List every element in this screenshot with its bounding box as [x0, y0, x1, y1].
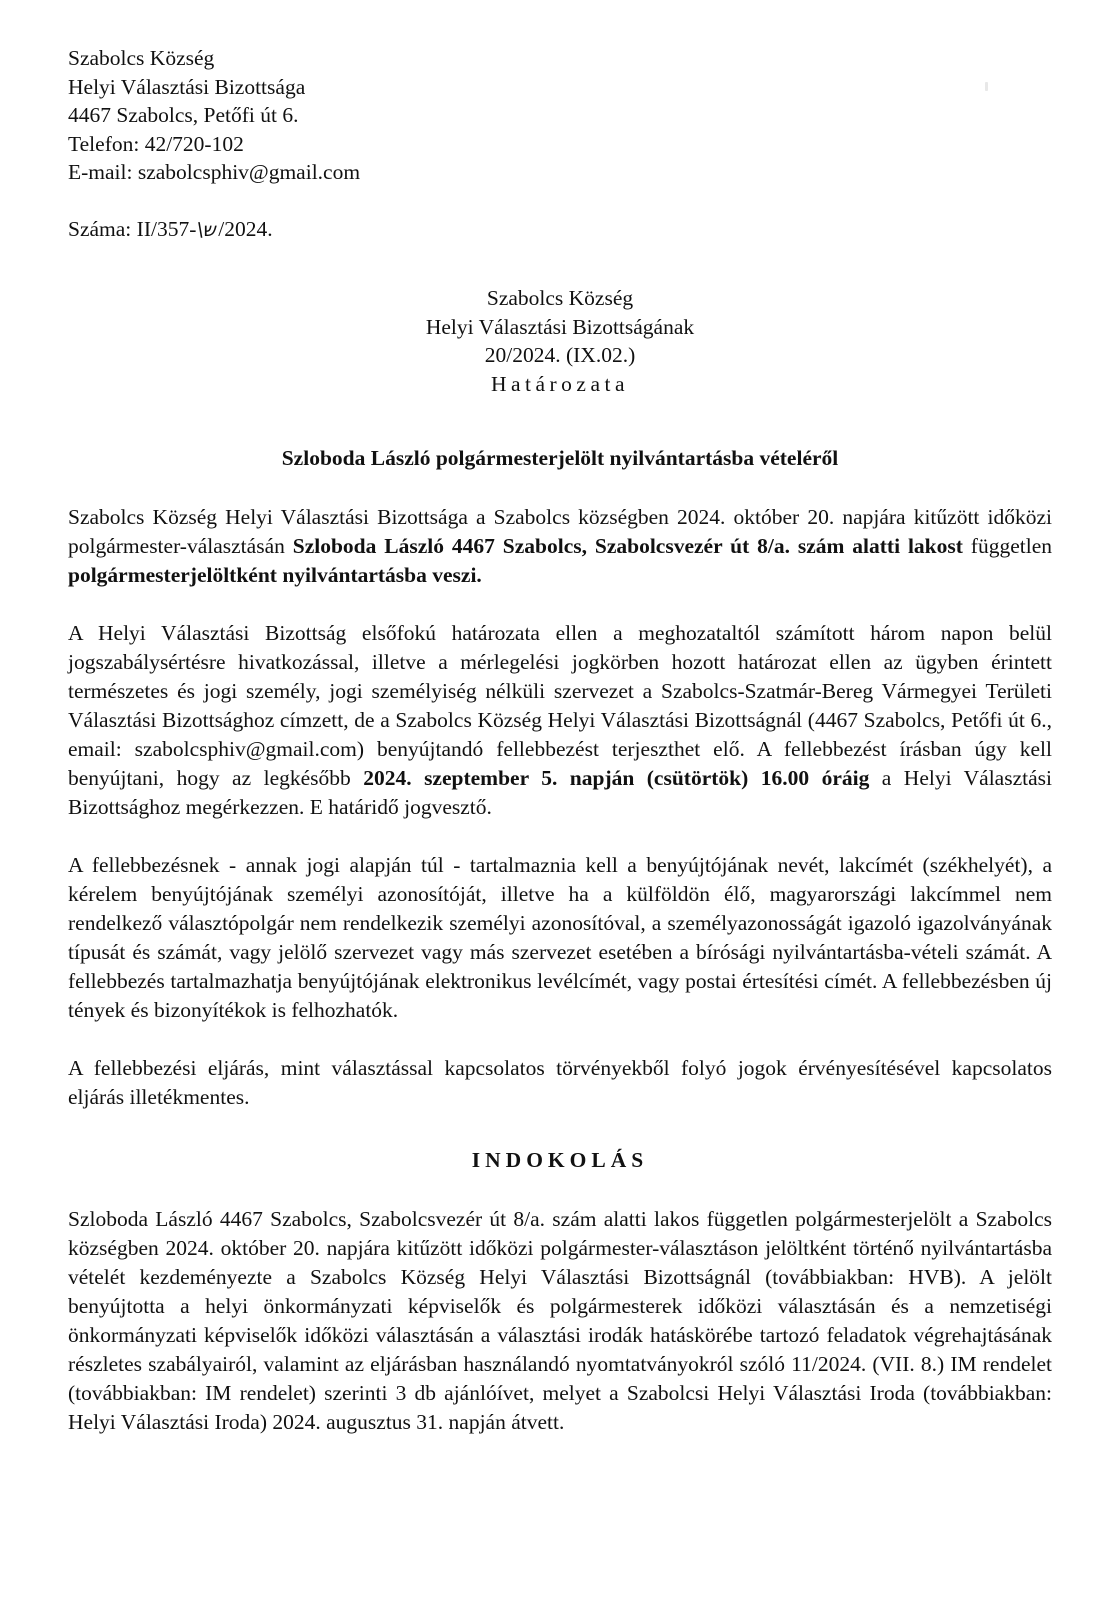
letterhead-line-phone: Telefon: 42/720-102 — [68, 131, 244, 156]
decision-header-number: 20/2024. (IX.02.) — [484, 343, 636, 367]
decision-header-type: Határozata — [490, 371, 630, 396]
operative-run-4-bold: polgármesterjelöltként nyilvántartásba veszi. — [68, 562, 482, 587]
case-number-suffix: /2024. — [218, 216, 273, 241]
remedy-run-3: a Helyi Választási Bizottsághoz megérkezzen. E határidő jogvesztő. — [68, 765, 1052, 819]
document-content — [68, 0, 1052, 1437]
operative-run-2-bold: Szloboda László 4467 Szabolcs, Szabolcsvezér út 8/a. szám alatti lakost — [292, 533, 963, 558]
letterhead-line-email: E-mail: szabolcsphiv@gmail.com — [68, 160, 361, 184]
paragraph-operative-part — [68, 503, 1052, 590]
letterhead-line-committee: Helyi Választási Bizottsága — [68, 74, 306, 99]
letterhead — [68, 44, 1052, 187]
paragraph-fee-exemption: A fellebbezési eljárás, mint választással kapcsolatos törvényekből folyó jogok érvényesítésével kapcsolatos eljárás illetékmentes. — [68, 1055, 1052, 1109]
operative-run-1: Szabolcs Község Helyi Választási Bizottsága a Szabolcs községben 2024. október 20. napjára kitűzött időközi polgármester-választásán — [68, 504, 1052, 558]
section-heading-indokolas: INDOKOLÁS — [471, 1147, 649, 1172]
paragraph-remedy — [68, 619, 1052, 822]
case-number — [68, 215, 1052, 245]
decision-header-committee: Helyi Választási Bizottságának — [425, 314, 695, 339]
case-number-handwritten-mark: \ש — [195, 218, 219, 241]
paragraph-reasoning: Szloboda László 4467 Szabolcs, Szabolcsvezér út 8/a. szám alatti lakos független polgármesterjelölt a Szabolcs községben 2024. október 20. napjára kitűzött időközi polgármester-választáson jelöltként történő nyilvántartásba vételét kezdeményezte a Szabolcs Község Helyi Választási Bizottságnál (továbbiakban: HVB). A jelölt benyújtotta a helyi önkormányzati képviselők és polgármesterek időközi választásán és a nemzetiségi önkormányzati képviselők időközi választásán a választási irodák hatáskörébe tartozó feladatok végrehajtásának részletes szabályairól, valamint az eljárásban használandó nyomtatványokról szóló 11/2024. (VII. 8.) IM rendelet (továbbiakban: IM rendelet) szerinti 3 db ajánlóívet, melyet a Szabolcsi Helyi Választási Iroda (továbbiakban: Helyi Választási Iroda) 2024. augusztus 31. napján átvett. — [68, 1206, 1052, 1434]
decision-header-organization: Szabolcs Község — [486, 286, 634, 310]
operative-run-3: független — [962, 533, 1052, 558]
letterhead-line-address: 4467 Szabolcs, Petőfi út 6. — [68, 103, 299, 127]
decision-header — [68, 284, 1052, 398]
case-number-prefix: Száma: II/357- — [68, 216, 197, 241]
paragraph-appeal-requirements: A fellebbezésnek - annak jogi alapján túl - tartalmaznia kell a benyújtójának nevét, lakcímét (székhelyét), a kérelem benyújtójának személyi azonosítóját, illetve ha a külföldön élő, magyarországi lakcímmel nem rendelkező választópolgár nem rendelkezik személyi azonosítóval, a személyazonosságát igazoló igazolványának típusát és számát, vagy jelölő szervezet vagy más szervezet esetében a bírósági nyilvántartásba-vételi számát. A fellebbezés tartalmazhatja benyújtójának elektronikus levélcímét, vagy postai értesítési címét. A fellebbezésben új tények és bizonyítékok is felhozhatók. — [68, 852, 1052, 1022]
letterhead-line-organization: Szabolcs Község — [68, 46, 215, 70]
remedy-run-1: A Helyi Választási Bizottság elsőfokú határozata ellen a meghozataltól számított három napon belül jogszabálysértésre hivatkozással, illetve a mérlegelési jogkörben hozott határozat ellen az ügyben érintett természetes és jogi személy, jogi személyiség nélküli szervezet a Szabolcs-Szatmár-Bereg Vármegyei Területi Választási Bizottsághoz címzett, de a Szabolcs Község Helyi Választási Bizottságnál (4467 Szabolcs, Petőfi út 6., email: szabolcsphiv@gmail.com) benyújtandó fellebbezést terjeszthet elő. A fellebbezést írásban úgy kell benyújtani, hogy az legkésőbb — [68, 620, 1052, 790]
decision-subject: Szloboda László polgármesterjelölt nyilvántartásba vételéről — [281, 446, 839, 470]
remedy-deadline-bold: 2024. szeptember 5. napján (csütörtök) 16.00 óráig — [363, 765, 870, 790]
